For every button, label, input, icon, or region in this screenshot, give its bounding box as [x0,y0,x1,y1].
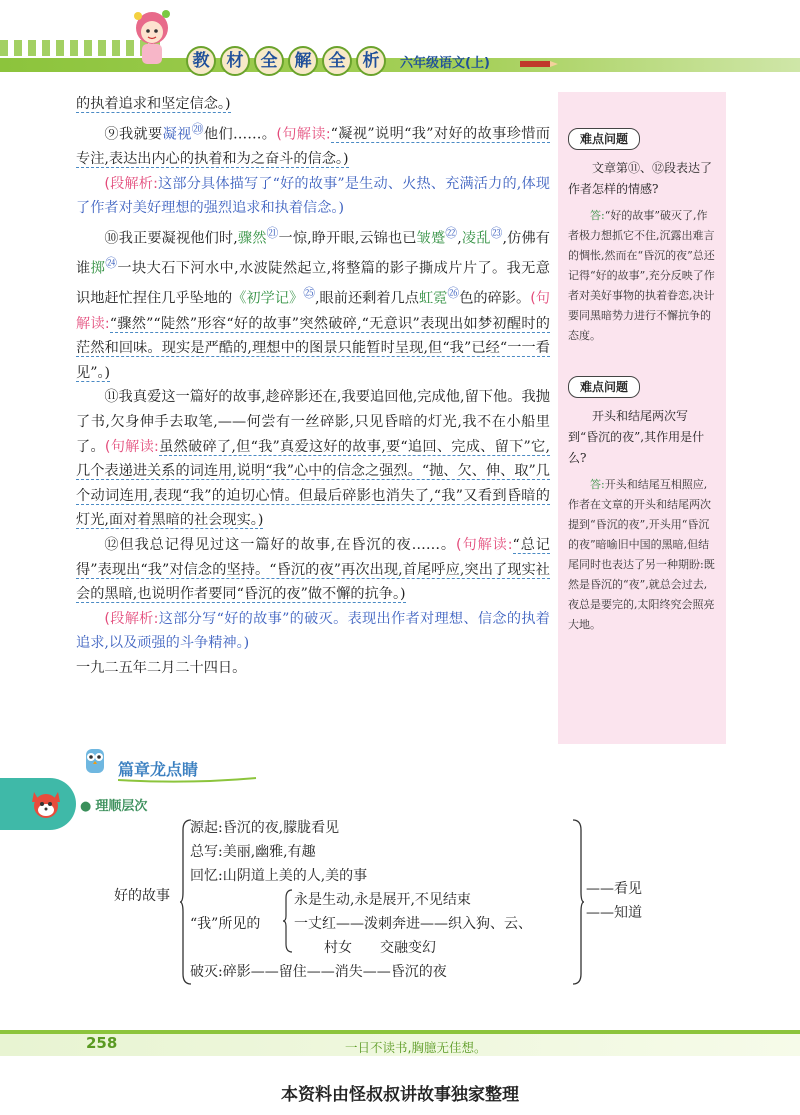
grade-label: 六年级语文(上) [400,56,490,71]
difficulty-question-badge: 难点问题 [568,376,640,398]
title-char: 析 [356,46,386,76]
section-note: 这部分具体描写了“好的故事”是生动、火热、充满活力的,体现了作者对美好理想的强烈追求和执着信念。) [76,175,550,217]
right-brace [572,818,584,986]
book-title [186,46,386,76]
title-char: 全 [254,46,284,76]
paragraph-11: ⑪我真爱这一篇好的故事,趁碎影还在,我要追回他,完成他,留下他。我抛了书,欠身伸手去取笔,——何尝有一丝碎影,只见昏暗的灯光,我不在小船里了。(句解读:虽然破碎了,但“我”真爱这好的故事,要“追回、完成、留下”它,几个表递进关系的词连用,说明“我”心中的信念之强烈。“抛、欠、伸、取”几个动词连用,表现“我”的迫切心情。但最后碎影也消失了,“我”又看到昏暗的灯光,面对着黑暗的社会现实。) [76,389,550,529]
inner-brace [283,888,293,954]
section-note-label: (段解析: [104,610,159,627]
tree-branch: 回忆:山阴道上美的人,美的事 [190,868,368,884]
main-text [76,92,550,681]
sentence-note-label: (句解读: [76,291,550,332]
annotated-word: 凝视 [162,126,192,143]
tree-branch: 源起:昏沉的夜,朦胧看见 [190,820,340,836]
sentence-note-label: (句解读: [456,537,513,554]
sentence-note: “凝视”说明“我”对好的故事珍惜而专注,表达出内心的执着和为之奋斗的信念。) [76,126,550,167]
sentence-note: 虽然破碎了,但“我”真爱这好的故事,要“追回、完成、留下”它,几个表递进关系的词连用,说明“我”心中的信念之强烈。“抛、欠、伸、取”几个动词连用,表现“我”的迫切心情。但最后碎影也消失了,“我”又看到昏暗的灯光,面对着黑暗的社会现实。) [76,438,550,529]
annotated-word: 虹霓 [418,291,448,308]
pencil-icon [520,60,560,68]
annotated-word: 骤然 [237,230,267,247]
tree-leaf: 一丈红——泼刺奔进——织入狗、云、 [294,916,532,932]
difficulty-question-badge: 难点问题 [568,128,640,150]
annotated-word: 《初学记》 [232,291,304,308]
sentence-note: “骤然”“陡然”形容“好的故事”突然破碎,“无意识”表现出如梦初醒时的茫然和回味。现实是严酷的,理想中的图景只能暂时呈现,但“我”已经“一一看见”。) [76,315,550,381]
sidebar-panel [558,92,726,744]
paragraph-10: ⑩我正要凝视他们时,骤然$^㉑$一惊,睁开眼,云锦也已皱蹙$^㉒$,凌乱$^㉓$,仿佛有谁掷$^㉔$一块大石下河水中,水波陡然起立,将整篇的影子撕成片片了。我无意识地赶忙捏住几乎坠地的《初学记》$^㉕$,眼前还剩着几点虹霓$^㉖$色的碎影。(句解读:“骤然”“陡然”形容“好的故事”突然破碎,“无意识”表现出如梦初醒时的茫然和回味。现实是严酷的,理想中的图景只能暂时呈现,但“我”已经“一一看见”。) [76,225,550,381]
fox-mascot-icon [28,786,64,822]
page-header [0,0,800,80]
annotated-word: 掷 [90,260,106,277]
tree-leaf: 村女 交融变幻 [324,940,436,956]
girl-mascot-icon [128,6,176,70]
page-number: 258 [86,1034,118,1052]
sidebar-answer: 答:“好的故事”破灭了,作者极力想抓它不住,沉露出难言的惆怅,然而在“昏沉的夜”总还记得“好的故事”,充分反映了作者对美好事物的执着眷恋,决计要同黑暗势力进行不懈抗争的态度。 [568,209,715,342]
section-analysis [76,172,550,221]
paragraph: 的执着追求和坚定信念。) [76,96,231,112]
sentence-note-label: (句解读: [276,126,331,143]
sidebar-answer: 答:开头和结尾互相照应,作者在文章的开头和结尾两次提到“昏沉的夜”,开头用“昏沉的夜”暗喻旧中国的黑暗,但结尾同时也表达了另一种期盼:既然是昏沉的“夜”,就总会过去,夜总是要完的,太阳终究会照亮大地。 [568,478,715,631]
tree-branch: 破灭:碎影——留住——消失——昏沉的夜 [190,964,447,980]
sentence-note: “总记得”表现出“我”对信念的坚持。“昏沉的夜”再次出现,首尾呼应,突出了现实社会的黑暗,也说明作者要同“昏沉的夜”做不懈的抗争。) [76,537,550,603]
tree-leaf: 永是生动,永是展开,不见结束 [294,892,471,908]
section-title: 篇章龙点睛 [118,760,199,779]
sidebar-question: 文章第⑪、⑫段表达了作者怎样的情感? [568,161,713,196]
watermark-text: 本资料由怪叔叔讲故事独家整理 [281,1085,519,1105]
sidebar-question: 开头和结尾两次写到“昏沉的夜”,其作用是什么? [568,409,705,465]
tree-result: ——知道 [586,905,642,921]
tree-result: ——看见 [586,881,642,897]
annotated-word: 皱蹙 [416,230,446,247]
owl-mascot-icon [78,743,112,777]
title-char: 解 [288,46,318,76]
footer-motto: 一日不读书,胸臆无佳想。 [345,1040,487,1055]
section-note-label: (段解析: [104,175,158,192]
subsection-title: ● 理顺层次 [80,795,147,814]
title-underline [118,776,258,784]
paragraph-9: ⑨我就要凝视⑳他们……。(句解读:“凝视”说明“我”对好的故事珍惜而专注,表达出内心的执着和为之奋斗的信念。) [76,121,550,167]
tree-branch: 总写:美丽,幽雅,有趣 [190,844,316,860]
sentence-note-label: (句解读: [104,438,159,455]
tree-root: 好的故事 [114,888,170,904]
title-char: 全 [322,46,352,76]
section-analysis [76,607,550,656]
essay-date: 一九二五年二月二十四日。 [76,660,247,676]
paragraph-12: ⑫但我总记得见过这一篇好的故事,在昏沉的夜……。(句解读:“总记得”表现出“我”对信念的坚持。“昏沉的夜”再次出现,首尾呼应,突出了现实社会的黑暗,也说明作者要同“昏沉的夜”做不懈的抗争。) [76,537,550,603]
annotated-word: 凌乱 [461,230,491,247]
title-char: 材 [220,46,250,76]
title-char: 教 [186,46,216,76]
section-note: 这部分写“好的故事”的破灭。表现出作者对理想、信念的执着追求,以及顽强的斗争精神。) [76,610,550,652]
tree-branch-label: “我”所见的 [190,916,261,932]
